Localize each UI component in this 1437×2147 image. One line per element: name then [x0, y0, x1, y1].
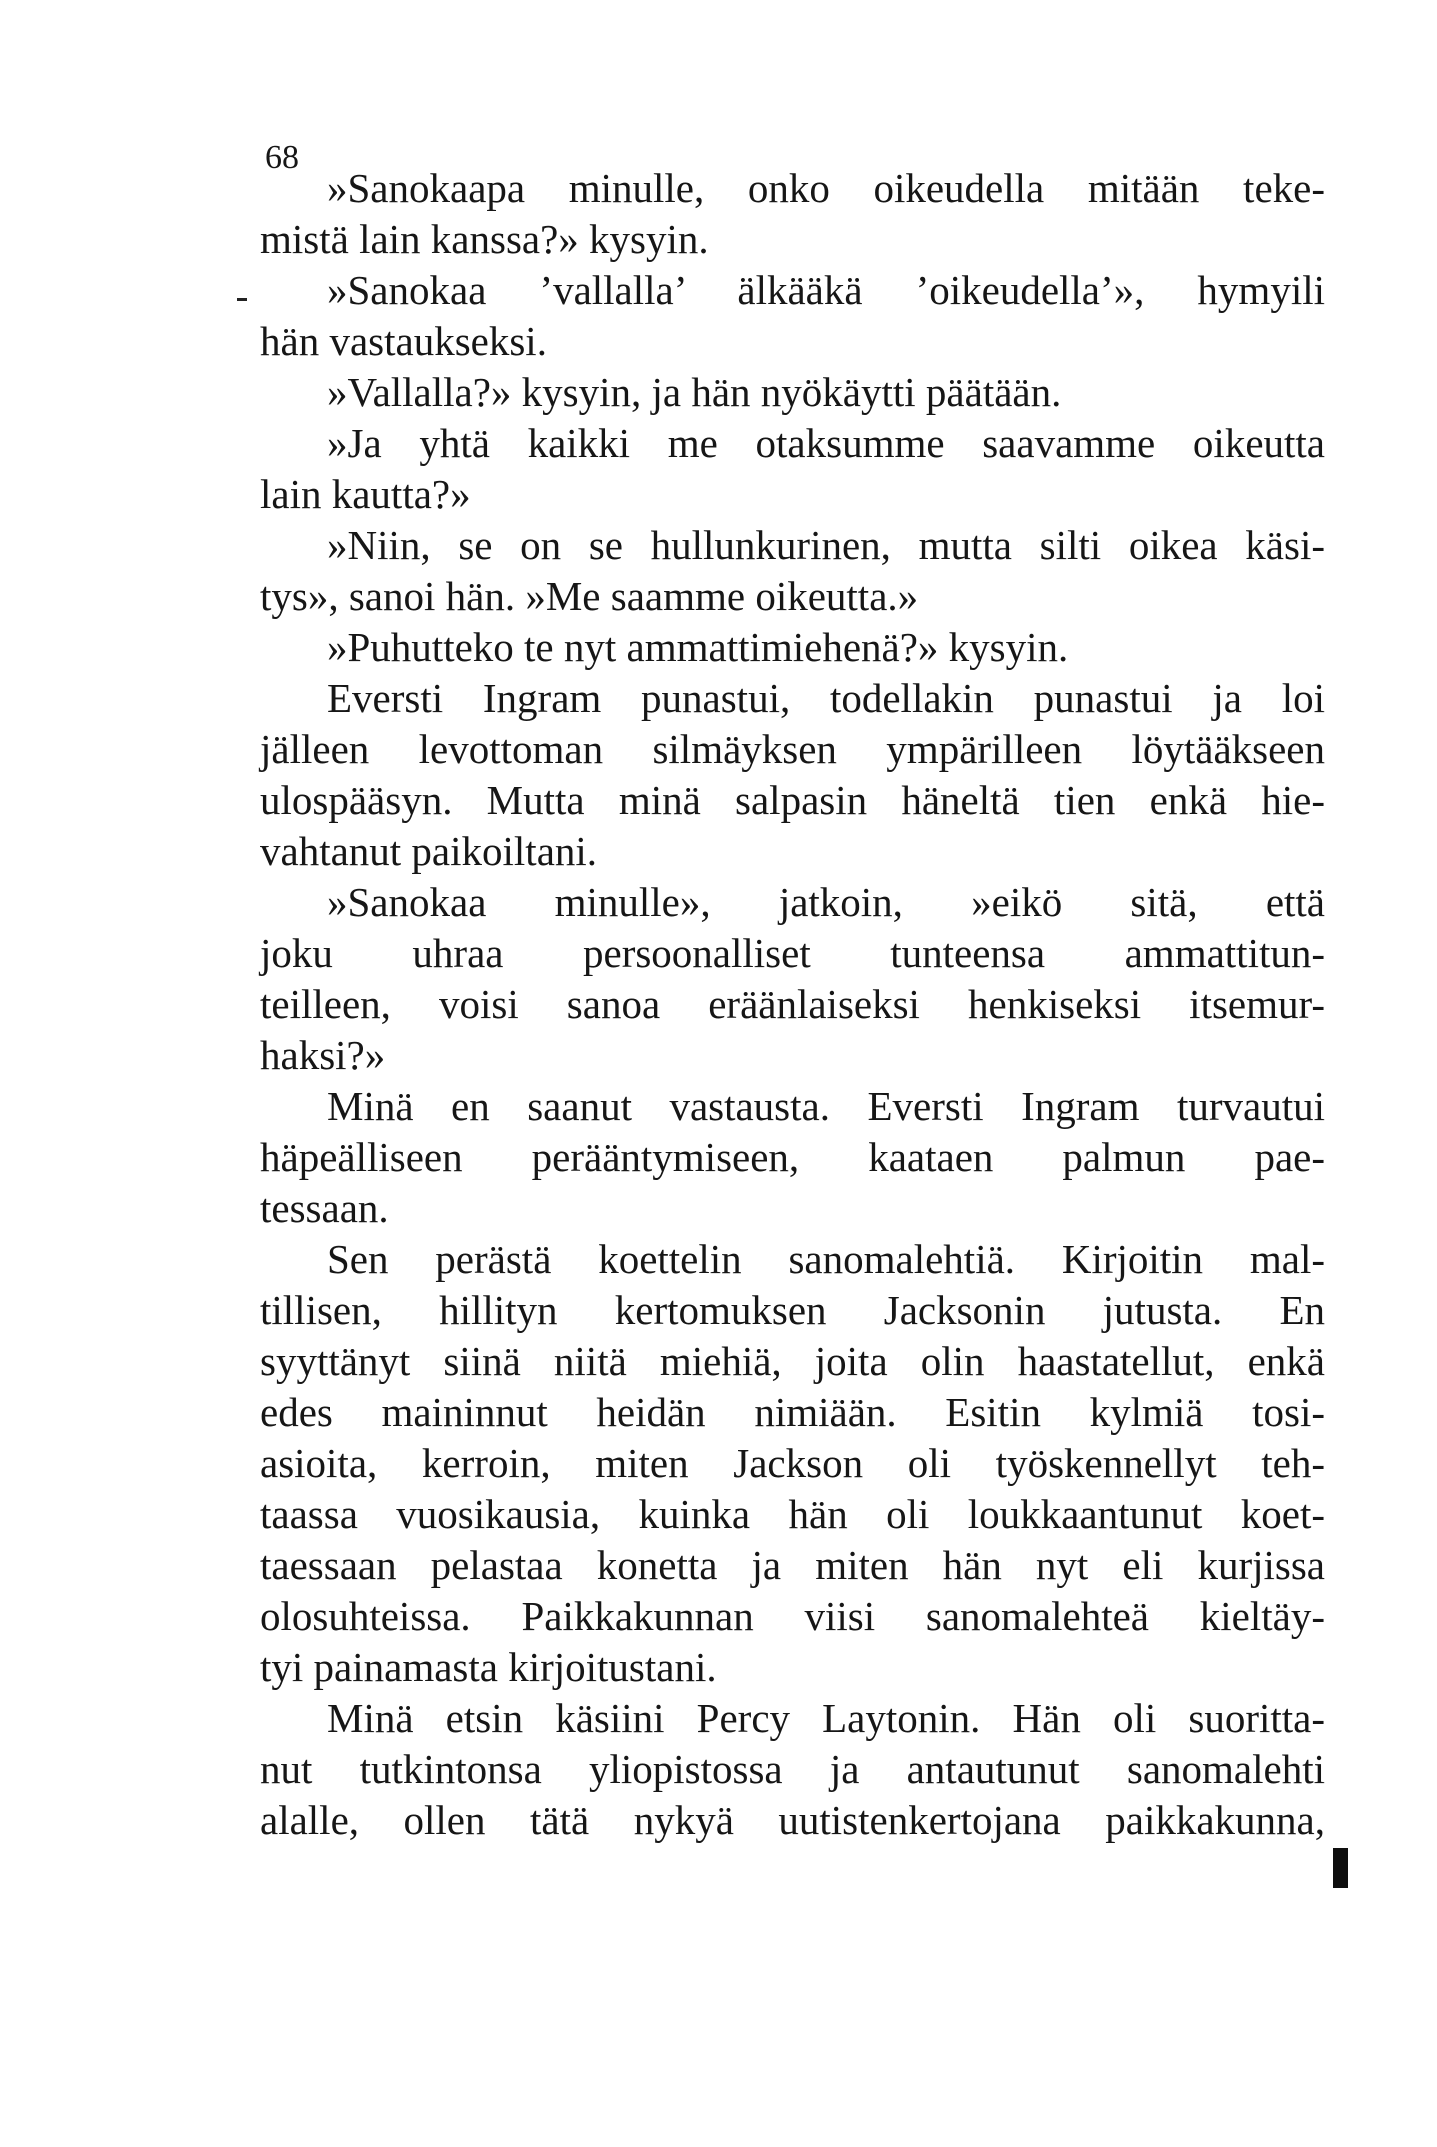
text-line: »Sanokaapa minulle, onko oikeudella mitään teke-	[327, 165, 1325, 211]
text-line: vahtanut paikoiltani.	[260, 828, 598, 874]
page-number: 68	[265, 139, 299, 176]
text-line: jälleen levottoman silmäyksen ympärilleen löytääkseen	[260, 726, 1325, 772]
text-line: »Sanokaa ’vallalla’ älkääkä ’oikeudella’», hymyili	[327, 267, 1325, 313]
text-line: »Ja yhtä kaikki me otaksumme saavamme oikeutta	[327, 420, 1325, 466]
text-line: häpeälliseen perääntymiseen, kaataen palmun pae-	[260, 1134, 1325, 1180]
text-line: haksi?»	[260, 1032, 386, 1078]
text-line: Eversti Ingram punastui, todellakin punastui ja loi	[327, 675, 1325, 721]
text-line: tys», sanoi hän. »Me saamme oikeutta.»	[260, 573, 919, 619]
text-line: lain kautta?»	[260, 471, 471, 517]
text-line: tessaan.	[260, 1185, 389, 1231]
text-line: Sen perästä koettelin sanomalehtiä. Kirjoitin mal-	[327, 1236, 1325, 1282]
text-line: alalle, ollen tätä nykyä uutistenkertojana paikkakunna,	[260, 1797, 1325, 1843]
text-line: »Vallalla?» kysyin, ja hän nyökäytti päätään.	[327, 369, 1062, 415]
page-edge-ink-mark	[1333, 1848, 1348, 1888]
text-line: nut tutkintonsa yliopistossa ja antautunut sanomalehti	[260, 1746, 1325, 1792]
text-line: hän vastaukseksi.	[260, 318, 547, 364]
text-line: Minä en saanut vastausta. Eversti Ingram turvautui	[327, 1083, 1325, 1129]
print-artifact-mark	[237, 298, 247, 301]
text-line: taessaan pelastaa konetta ja miten hän nyt eli kurjissa	[260, 1542, 1325, 1588]
text-line: syyttänyt siinä niitä miehiä, joita olin haastatellut, enkä	[260, 1338, 1325, 1384]
text-line: asioita, kerroin, miten Jackson oli työskennellyt teh-	[260, 1440, 1325, 1486]
text-line: edes maininnut heidän nimiään. Esitin kylmiä tosi-	[260, 1389, 1325, 1435]
text-line: »Niin, se on se hullunkurinen, mutta silti oikea käsi-	[327, 522, 1325, 568]
text-line: olosuhteissa. Paikkakunnan viisi sanomalehteä kieltäy-	[260, 1593, 1325, 1639]
text-line: joku uhraa persoonalliset tunteensa ammattitun-	[260, 930, 1325, 976]
text-line: taassa vuosikausia, kuinka hän oli loukkaantunut koet-	[260, 1491, 1325, 1537]
text-line: tillisen, hillityn kertomuksen Jacksonin jutusta. En	[260, 1287, 1325, 1333]
text-line: tyi painamasta kirjoitustani.	[260, 1644, 717, 1690]
text-line: teilleen, voisi sanoa eräänlaiseksi henkiseksi itsemur-	[260, 981, 1325, 1027]
text-line: Minä etsin käsiini Percy Laytonin. Hän oli suoritta-	[327, 1695, 1325, 1741]
text-line: mistä lain kanssa?» kysyin.	[260, 216, 709, 262]
text-line: »Sanokaa minulle», jatkoin, »eikö sitä, että	[327, 879, 1325, 925]
text-line: ulospääsyn. Mutta minä salpasin häneltä tien enkä hie-	[260, 777, 1325, 823]
text-line: »Puhutteko te nyt ammattimiehenä?» kysyin.	[327, 624, 1069, 670]
